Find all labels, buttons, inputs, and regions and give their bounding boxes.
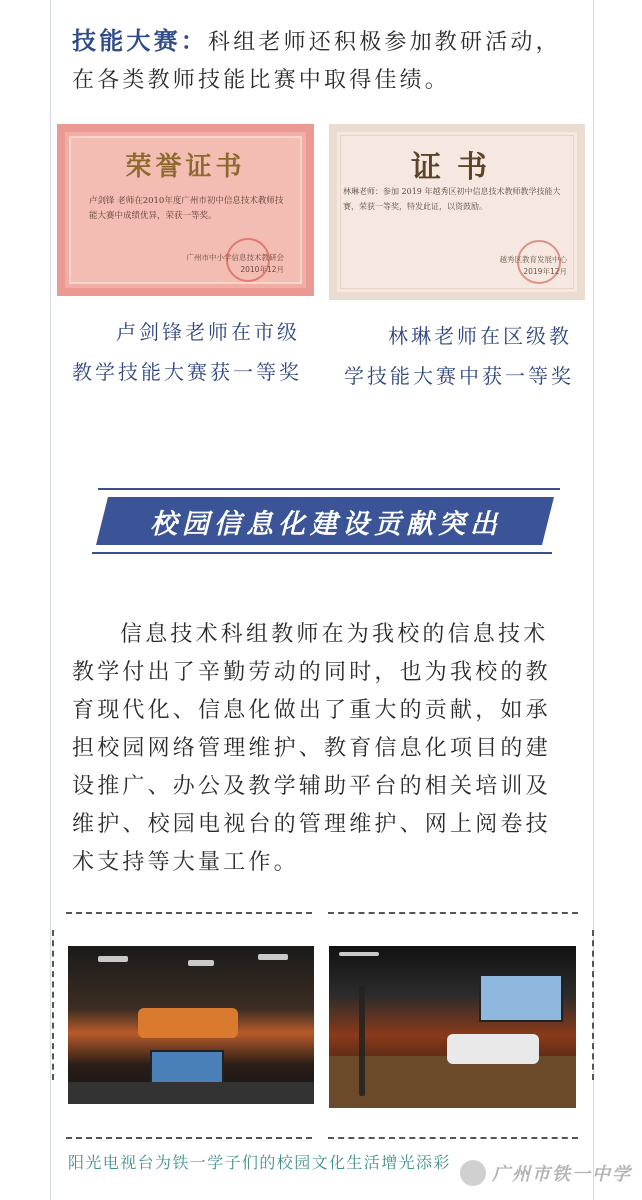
certificate-signature <box>187 252 285 276</box>
certificate-image-1 <box>57 124 314 296</box>
dashed-divider <box>52 930 54 1080</box>
tv-studio-photo-1 <box>68 946 314 1104</box>
intro-text: 科组老师还积极参加教研活动，在各类教师技能比赛中取得佳绩。 <box>72 30 561 93</box>
section-title: 校园信息化建设贡献突出 <box>150 509 502 540</box>
certificate-issuer: 广州市中小学信息技术教研会 <box>186 253 284 262</box>
school-logo-icon <box>460 1160 486 1186</box>
intro-keyword: 技能大赛： <box>72 27 208 55</box>
anchor-desk <box>447 1034 539 1064</box>
studio-light <box>98 956 128 962</box>
video-wall <box>479 974 563 1022</box>
tv-studio-photo-2 <box>329 946 576 1108</box>
certificate-title: 荣誉证书 <box>125 152 246 182</box>
certificate-image-2 <box>329 124 585 300</box>
studio-light <box>258 954 288 960</box>
certificate-caption-1: 卢剑锋老师在市级教学技能大赛获一等奖 <box>72 320 302 384</box>
certificate-issuer: 越秀区教育发展中心 <box>499 255 567 264</box>
certificate-date: 2019年12月 <box>523 267 567 276</box>
camera-tripod <box>359 986 365 1096</box>
dashed-divider <box>328 1137 578 1139</box>
dashed-divider <box>66 912 312 914</box>
dashed-divider <box>328 912 578 914</box>
watermark-text: 广州市铁一中学 <box>492 1164 632 1185</box>
certificate-body: 林琳老师：参加 2019 年越秀区初中信息技术教师教学技能大赛，荣获一等奖，特发此证，以资鼓励。 <box>343 187 561 211</box>
intro-paragraph <box>72 22 572 100</box>
dashed-divider <box>592 930 594 1080</box>
certificate-signature <box>500 254 568 278</box>
photo-caption: 阳光电视台为铁一学子们的校园文化生活增光添彩 <box>68 1153 451 1172</box>
studio-light <box>188 960 214 966</box>
control-console <box>68 1082 314 1104</box>
studio-light <box>339 952 379 956</box>
watermark <box>460 1160 632 1186</box>
section-banner <box>92 488 560 554</box>
studio-desk <box>138 1008 238 1038</box>
banner-bottom-rule <box>92 552 552 554</box>
section-paragraph <box>72 616 572 882</box>
dashed-divider <box>66 1137 312 1139</box>
certificate-body: 卢剑锋 老师在2010年度广州市初中信息技术教师技能大赛中成绩优异，荣获一等奖。 <box>89 196 284 221</box>
certificate-title: 证书 <box>411 150 503 185</box>
section-text: 信息技术科组教师在为我校的信息技术教学付出了辛勤劳动的同时，也为我校的教育现代化、信息化做出了重大的贡献，如承担校园网络管理维护、教育信息化项目的建设推广、办公及教学辅助平台的相关培训及维护、校园电视台的管理维护、网上阅卷技术支持等大量工作。 <box>72 622 551 875</box>
certificate-date: 2010年12月 <box>240 265 284 274</box>
monitor-screen <box>150 1050 224 1086</box>
banner-top-rule <box>98 488 560 490</box>
certificate-caption-2: 林琳老师在区级教学技能大赛中获一等奖 <box>344 324 574 388</box>
